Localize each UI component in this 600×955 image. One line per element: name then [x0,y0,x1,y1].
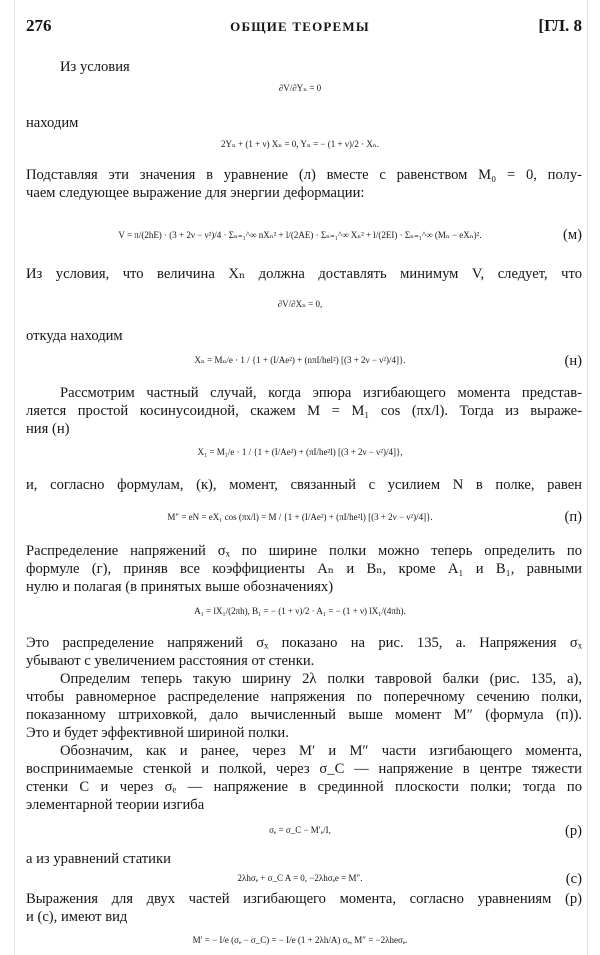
text-line: Из условия [60,59,130,75]
text-line: Определим теперь такую ширину 2λ полки тавровой балки (рис. 135, а), [60,671,582,687]
text-line: убывают с увеличением расстояния от стенки. [26,653,315,669]
equation-Xn: Xₙ = Mₙ/e · 1 / {1 + (I/Ae²) + (nπI/hel²) [(3 + 2ν − ν²)/4]}. [194,355,406,365]
equation-number: (м) [563,227,582,243]
equation-moments: M′ = − I/e (σₑ − σ_C) = − I/e (1 + 2λh/A) σₑ, M″ = −2λheσₑ. [192,935,408,945]
running-title: ОБЩИЕ ТЕОРЕМЫ [230,19,370,34]
text-line: Выражения для двух частей изгибающего момента, согласно уравнениям (р) [26,891,582,907]
text-line: откуда находим [26,328,123,344]
equation-number: (п) [564,509,582,525]
equation-dV-dYn: ∂V/∂Yₙ = 0 [278,83,322,93]
text-line: Рассмотрим частный случай, когда эпюра изгибающего момента представ- [60,385,582,401]
equation-Yn: 2Yₙ + (1 + ν) Xₙ = 0, Yₙ = − (1 + ν)/2 · Xₙ. [220,139,380,149]
equation-number: (с) [565,871,582,887]
text-line: и, согласно формулам, (к), момент, связанный с усилием N в полке, равен [26,477,582,493]
text-line: воспринимаемые стенкой и полкой, через σ_C — напряжение в центре тяжести [26,761,582,777]
text-line: чтобы равномерное распределение напряжения по поперечному сечению полки, [26,689,582,705]
text-line: и (с), имеют вид [26,909,128,925]
text-line: чаем следующее выражение для энергии деформации: [26,185,365,201]
text-line: ляется простой косинусоидной, скажем M = M₁ cos (πx/l). Тогда из выраже- [26,403,582,419]
text-line: а из уравнений статики [26,851,171,867]
page-number: 276 [26,16,52,35]
text-line: Из условия, что величина Xₙ должна доставлять минимум V, следует, что [26,266,582,282]
text-line: нулю и полагая (в принятых выше обозначениях) [26,579,334,595]
equation-A1-B1: A₁ = lX₁/(2πh), B₁ = − (1 + ν)/2 · A₁ = − (1 + ν) lX₁/(4πh). [194,606,406,616]
equation-energy: V = π/(2hE) · (3 + 2ν − ν²)/4 · Σₙ₌₁^∞ nXₙ² + l/(2AE) · Σₙ₌₁^∞ Xₙ² + l/(2EI) · Σₙ₌₁^∞ (Mₙ − eXₙ)². [118,230,482,240]
text-line: стенки C и через σₑ — напряжение в срединной плоскости полки; тогда по [26,779,582,795]
equation-number: (р) [564,823,582,839]
text-line: находим [26,115,79,131]
text-line: Распределение напряжений σₓ по ширине полки можно теперь определить по [26,543,582,559]
chapter-marker: [ГЛ. 8 [538,16,582,35]
equation-M-double-prime: M″ = eN = eX₁ cos (πx/l) = M / {1 + (I/Ae²) + (πI/he²l) [(3 + 2ν − ν²)/4]}. [167,512,433,522]
text-line: формуле (г), приняв все коэффициенты Aₙ и Bₙ, кроме A₁ и B₁, равными [26,561,582,577]
text-line: Это и будет эффективной шириной полки. [26,725,289,741]
equation-dV-dXn: ∂V/∂Xₙ = 0, [277,299,323,309]
equation-number: (н) [564,353,582,369]
text-line: Обозначим, как и ранее, через M′ и M″ части изгибающего момента, [60,743,582,759]
text-line: ния (н) [26,421,70,437]
text-line: Это распределение напряжений σₓ показано на рис. 135, а. Напряжения σₓ [26,635,582,651]
equation-X1: X₁ = M₁/e · 1 / {1 + (I/Ae²) + (πI/he²l) [(3 + 2ν − ν²)/4]}, [197,447,403,457]
equation-sigma-e: σₑ = σ_C − M′ₑ/I, [269,825,331,835]
text-line: показанному штриховкой, дало вычисленный выше момент M″ (формула (п)). [26,707,582,723]
text-line: элементарной теории изгиба [26,797,205,813]
equation-statics: 2λhσₑ + σ_C A = 0, −2λhσₑe = M″. [237,873,363,883]
text-line: Подставляя эти значения в уравнение (л) вместе с равенством M₀ = 0, полу- [26,167,582,183]
